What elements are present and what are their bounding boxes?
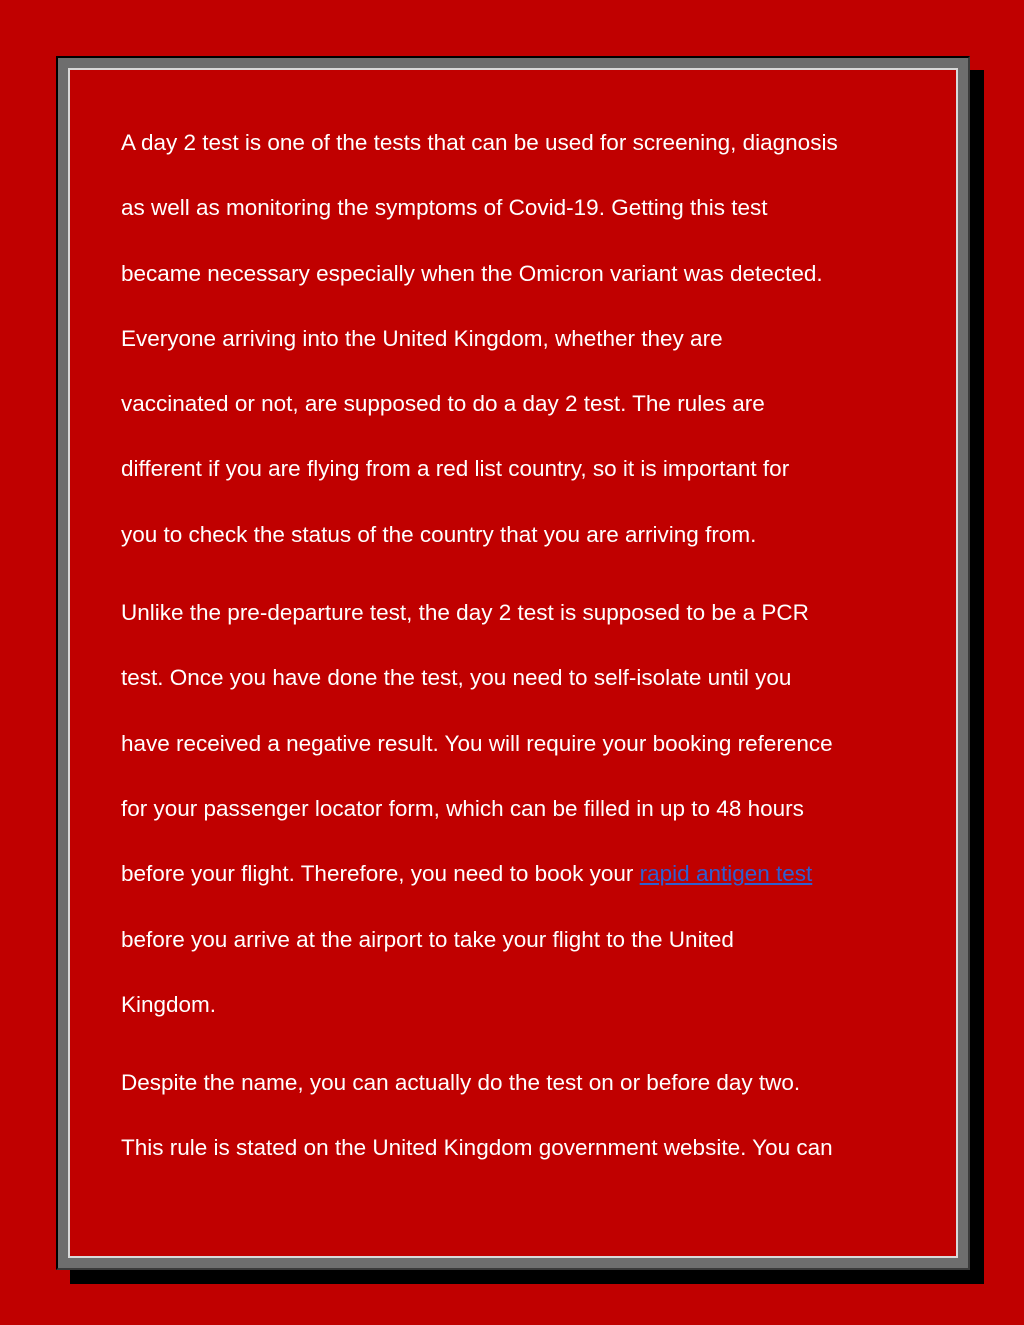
paragraph-3	[121, 1050, 911, 1181]
text-line: Everyone arriving into the United Kingdom, whether they are	[121, 325, 723, 351]
text-line: Despite the name, you can actually do the test on or before day two.	[121, 1070, 801, 1096]
text-line: vaccinated or not, are supposed to do a day 2 test. The rules are	[121, 391, 765, 417]
text-line: Kingdom.	[121, 991, 217, 1017]
text-line: before you arrive at the airport to take your flight to the United	[121, 926, 734, 952]
text-line: became necessary especially when the Omicron variant was detected.	[121, 260, 823, 286]
text-line: have received a negative result. You will require your booking reference	[121, 730, 833, 756]
text-line: you to check the status of the country that you are arriving from.	[121, 521, 757, 547]
document-body	[121, 110, 911, 1194]
text-line: This rule is stated on the United Kingdom government website. You can	[121, 1135, 833, 1161]
rapid-antigen-test-link[interactable]: rapid antigen test	[639, 861, 813, 887]
text-line-with-link	[121, 841, 911, 906]
text-line: Unlike the pre-departure test, the day 2 test is supposed to be a PCR	[121, 600, 809, 626]
text-span: before your flight. Therefore, you need to book your	[121, 861, 640, 887]
text-line: for your passenger locator form, which can be filled in up to 48 hours	[121, 795, 804, 821]
text-line: A day 2 test is one of the tests that can be used for screening, diagnosis	[121, 130, 838, 155]
paragraph-1	[121, 110, 911, 567]
text-line: as well as monitoring the symptoms of Covid-19. Getting this test	[121, 195, 768, 221]
text-line: different if you are flying from a red list country, so it is important for	[121, 456, 790, 482]
paragraph-2	[121, 580, 911, 1037]
text-line: test. Once you have done the test, you need to self-isolate until you	[121, 665, 792, 691]
